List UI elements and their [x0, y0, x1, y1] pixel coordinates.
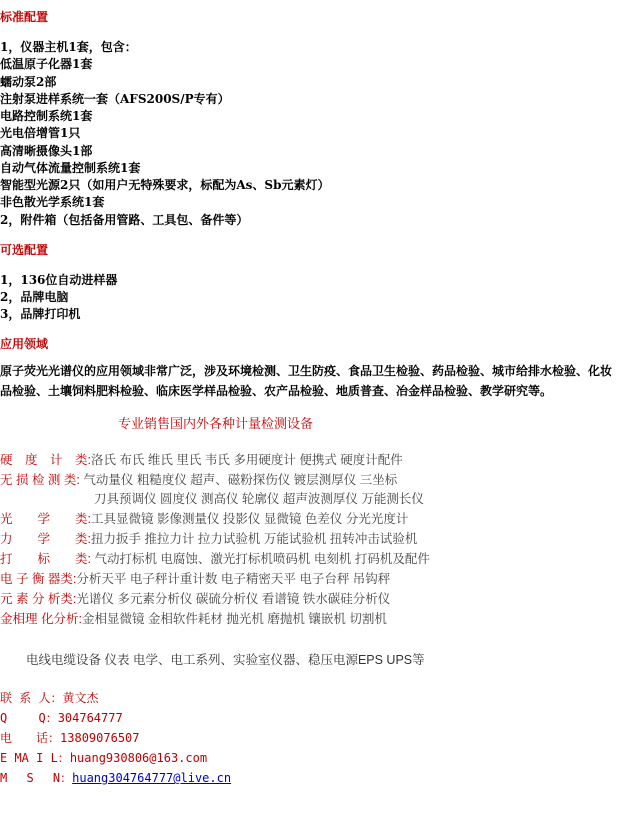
contact-value: 304764777: [57, 711, 123, 725]
standard-item: 非色散光学系统1套: [0, 195, 105, 209]
category-text: 光谱仪 多元素分析仪 碳硫分析仪 看谱镜 铁水碳硅分析仪: [76, 592, 391, 606]
category-row: [0, 450, 403, 468]
category-label: 光 学 类:: [0, 512, 91, 526]
category-text: 分析天平 电子秤计重计数 电子精密天平 电子台秤 吊钩秤: [76, 572, 391, 586]
category-text: 金相显微镜 金相软件耗材 抛光机 磨抛机 镶嵌机 切割机: [81, 612, 387, 626]
contact-row: [0, 709, 123, 726]
standard-item: 电路控制系统1套: [0, 109, 93, 123]
optional-item: 3，品牌打印机: [0, 307, 81, 321]
standard-item: 智能型光源2只（如用户无特殊要求，标配为As、Sb元素灯）: [0, 178, 330, 192]
category-text: 刀具预调仪 圆度仪 测高仪 轮廓仪 超声波测厚仪 万能测长仪: [94, 492, 424, 506]
contact-value: 黄文杰: [62, 691, 99, 705]
category-text: 工具显微镜 影像测量仪 投影仪 显微镜 色差仪 分光光度计: [90, 512, 409, 526]
optional-config-heading: 可选配置: [0, 243, 49, 257]
category-label: 无 损 检 测 类:: [0, 473, 80, 487]
category-label: 电 子 衡 器类:: [0, 572, 77, 586]
standard-item: 蠕动泵2部: [0, 75, 57, 89]
contact-value: huang930806@163.com: [69, 751, 208, 765]
contact-label: M S N：: [0, 771, 73, 785]
contact-value: 13809076507: [60, 731, 140, 745]
category-row: [0, 529, 417, 547]
standard-item: 光电倍增管1只: [0, 126, 81, 140]
contact-row: [0, 749, 207, 766]
standard-item: 2，附件箱（包括备用管路、工具包、备件等）: [0, 213, 249, 227]
optional-item: 2，品牌电脑: [0, 290, 69, 304]
standard-config-heading: 标准配置: [0, 10, 49, 24]
application-heading: 应用领域: [0, 337, 49, 351]
category-row: [0, 609, 387, 627]
category-row: [0, 509, 408, 527]
promo-text: 专业销售国内外各种计量检测设备: [118, 417, 314, 432]
msn-link[interactable]: huang304764777@live.cn: [72, 771, 232, 785]
category-text: 扭力扳手 推拉力计 拉力试验机 万能试验机 扭转冲击试验机: [90, 532, 418, 546]
category-row: [0, 470, 397, 488]
category-text: 气动打标机 电腐蚀、激光打标机喷码机 电刻机 打码机及配件: [90, 552, 430, 566]
standard-item: 注射泵进样系统一套（AFS200S/P专有）: [0, 92, 230, 106]
application-text: 原子荧光光谱仪的应用领域非常广泛，涉及环境检测、卫生防疫、食品卫生检验、药品检验、城市给排水检验、化妆品检验、土壤饲料肥料检验、临床医学样品检验、农产品检验、地质普查、冶金样品检验、教学研究等。: [0, 364, 613, 398]
category-text: 洛氏 布氏 维氏 里氏 韦氏 多用硬度计 便携式 硬度计配件: [90, 453, 403, 467]
category-label: 打 标 类:: [0, 552, 91, 566]
standard-item: 高清晰摄像头1部: [0, 144, 93, 158]
category-text: 气动量仪 粗糙度仪 超声、磁粉探伤仪 镀层测厚仪 三坐标: [79, 473, 398, 487]
contact-label: Q Q：: [0, 711, 58, 725]
category-label: 力 学 类:: [0, 532, 91, 546]
contact-row: [0, 729, 140, 746]
standard-item: 低温原子化器1套: [0, 57, 93, 71]
standard-item: 1，仪器主机1套，包含：: [0, 40, 137, 54]
category-label: 金相理 化分析:: [0, 612, 82, 626]
contact-label: 电 话：: [0, 731, 61, 745]
contact-row: [0, 769, 231, 786]
category-row: [0, 589, 390, 607]
contact-label: 联 系 人：: [0, 691, 63, 705]
contact-row: [0, 689, 98, 706]
category-label: 元 素 分 析类:: [0, 592, 77, 606]
category-label: 硬 度 计 类:: [0, 453, 91, 467]
category-row: [94, 489, 424, 507]
standard-item: 自动气体流量控制系统1套: [0, 161, 141, 175]
contact-label: E MA I L：: [0, 751, 70, 765]
optional-item: 1，136位自动进样器: [0, 273, 118, 287]
category-row: [0, 549, 430, 567]
misc-products-line: 电线电缆设备 仪表 电学、电工系列、实验室仪器、稳压电源EPS UPS等: [26, 653, 425, 667]
category-row: [0, 569, 390, 587]
